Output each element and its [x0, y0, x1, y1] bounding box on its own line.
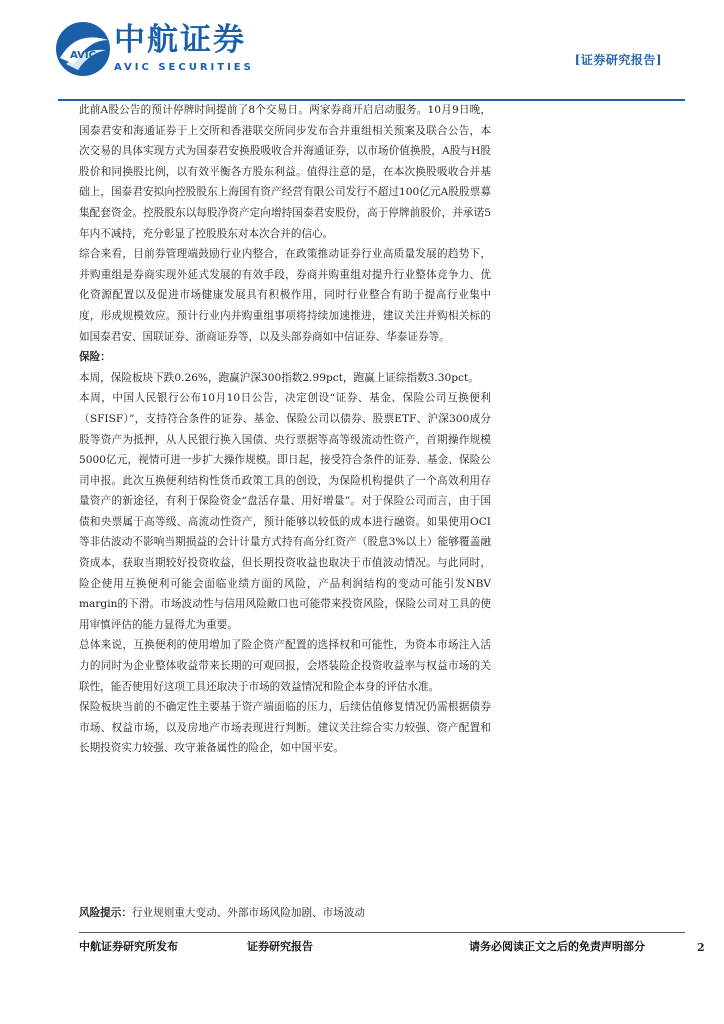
- page-header: [0, 0, 724, 100]
- report-body: [79, 100, 491, 759]
- footer-publisher: 中航证券研究所发布: [79, 940, 178, 953]
- page-footer: [79, 938, 685, 956]
- avic-logo-icon: [54, 20, 112, 78]
- footer-divider: [79, 932, 685, 933]
- paragraph-swap-summary: 总体来说，互换便利的使用增加了险企资产配置的选择权和可能性，为资本市场注入活力的同时为企业整体收益带来长期的可观回报，会塔装险企投资收益率与权益市场的关联性，能否使用好这项工具还取决于市场的效益情况和险企本身的评估水准。: [79, 639, 491, 693]
- section-heading-insurance: 保险：: [79, 351, 111, 364]
- risk-label: 风险提示：: [79, 907, 132, 919]
- brand-name-en: AVIC SECURITIES: [114, 62, 254, 73]
- risk-warning: [79, 904, 679, 922]
- logo-text: AVIC: [70, 50, 96, 61]
- risk-text: 行业规则重大变动、外部市场风险加剧、市场波动: [131, 907, 366, 919]
- footer-report-type: 证券研究报告: [247, 940, 313, 953]
- paragraph-brokerage-summary: 综合来看，目前券管理端鼓励行业内整合，在政策推动证券行业高质量发展的趋势下，并购重组是券商实现外延式发展的有效手段，券商并购重组对提升行业整体竞争力、优化资源配置以及促进市场健康发展具有积极作用，同时行业整合有助于提高行业集中度，形成规模效应。预计行业内并购重组事项将持续加速推进，建议关注并购相关标的如国泰君安、国联证券、浙商证券等，以及头部券商如中信证券、华泰证券等。: [79, 248, 491, 343]
- paragraph-insurance-weekly: 本周，保险板块下跌0.26%，跑赢沪深300指数2.99pct，跑赢上证综指数3.30pct。: [79, 371, 479, 384]
- brand-name-cn: 中航证券: [114, 22, 246, 58]
- footer-disclaimer-note: 请务必阅读正文之后的免责声明部分: [469, 940, 645, 953]
- page-number: 2: [697, 941, 705, 954]
- paragraph-insurance-outlook: 保险板块当前的不确定性主要基于资产端面临的压力，后续估值修复情况仍需根据债券市场、权益市场，以及房地产市场表现进行判断。建议关注综合实力较强、资产配置和长期投资实力较强、攻守兼备属性的险企，如中国平安。: [79, 701, 491, 755]
- paragraph-sfisf-policy: 本周，中国人民银行公布10月10日公告，决定创设“证券、基金、保险公司互换便利（SFISF）”，支持符合条件的证券、基金、保险公司以债券、股票ETF、沪深300成分股等资产为抵押，从人民银行换入国债、央行票据等高等级流动性资产，首期操作规模5000亿元，视情可进一步扩大操作规模。即日起，接受符合条件的证券、基金、保险公司申报。此次互换便利结构性货币政策工具的创设，为保险机构提供了一个高效利用存量资产的新途径，有利于保险资金“盘活存量、用好增量”。对于保险公司而言，由于国债和央票属于高等级、高流动性资产，预计能够以较低的成本进行融资。如果使用OCI等非估波动不影响当期损益的会计计量方式持有高分红资产（股息3%以上）能够覆盖融资成本，获取当期较好投资收益，但长期投资收益也取决于市值波动情况。与此同时，险企使用互换便利可能会面临业绩方面的风险，产品利润结构的变动可能引发NBV margin的下滑。市场波动性与信用风险敞口也可能带来投资风险，保险公司对工具的使用审慎评估的能力显得尤为重要。: [79, 392, 491, 631]
- paragraph-merger-timeline: 此前A股公告的预计停牌时间提前了8个交易日。两家券商开启启动服务。10月9日晚，国泰君安和海通证券于上交所和香港联交所同步发布合并重组相关预案及联合公告，本次交易的具体实现方式为国泰君安换股吸收合并海通证券，以市场价值换股，A股与H股股价和同换股比例，以有效平衡各方股东利益。值得注意的是，在本次换股吸收合并基础上，国泰君安拟向控股股东上海国有资产经营有限公司发行不超过100亿元A股股票募集配套资金。控股股东以每股净资产定向增持国泰君安股份，高于停牌前股价，并承诺5年内不减持，充分彰显了控股股东对本次合并的信心。: [79, 104, 491, 240]
- report-type-tag: [证券研究报告]: [574, 53, 662, 67]
